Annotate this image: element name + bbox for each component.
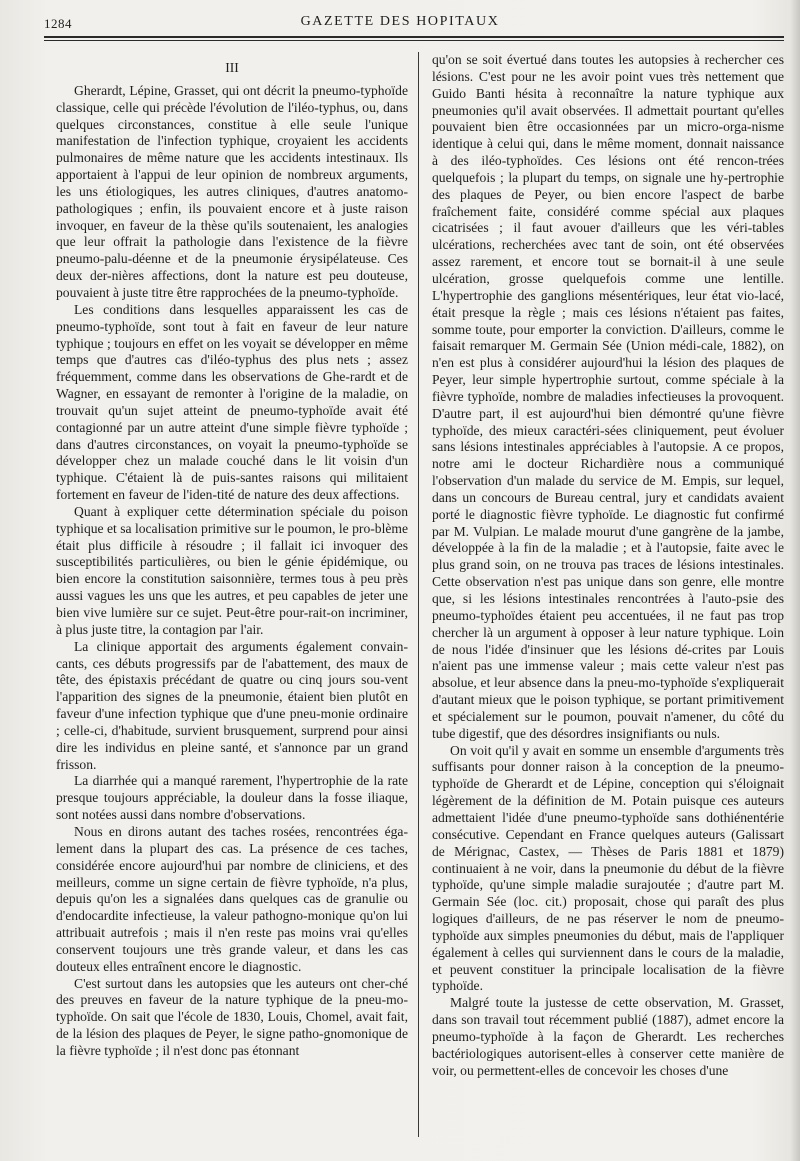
paragraph: qu'on se soit évertué dans toutes les autopsies à rechercher ces lésions. C'est pour ne les avoir point vues très nettement que Guido Banti hésita à reconnaître la nature typhique aux pneumonies qu'il avait observées. Il admettait pourtant qu'elles pouvaient bien être occasionnées par un micro-orga-nisme identique à celui qui, dans le même moment, donnait naissance à des iléo-typhoïdes. Ces lésions ont été rencon-trées quelquefois ; la plupart du temps, on signale une hy-pertrophie des plaques de Peyer, ou bien encore l'aspect de barbe fraîchement faite, considéré comme spécial aux plaques cicatrisées ; il faut avouer d'ailleurs que les véri-tables ulcérations, recherchées avec tant de soin, ont été observées assez rarement, et encore tout se bornait-il à une seule ulcération, grosse quelquefois comme une lentille. L'hypertrophie des ganglions mésentériques, leur état vio-lacé, était presque la règle ; mais ces lésions n'étaient pas faites, somme toute, pour emporter la conviction. D'ailleurs, comme le faisait remarquer M. Germain Sée (Union médi-cale, 1882), on n'en est plus à considérer aujourd'hui la lésion des plaques de Peyer, leur simple hypertrophie surtout, comme spéciale à la fièvre typhoïde, nombre de maladies infectieuses la provoquent. D'autre part, il est aujourd'hui bien démontré qu'une fièvre typhoïde, des mieux caractéri-sées cliniquement, peut évoluer sans lésions intestinales appréciables à l'autopsie. A ce propos, notre ami le docteur Richardière nous a communiqué l'observation d'un malade du service de M. Empis, sur lequel, dans un concours de Bureau central, jury et candidats avaient porté le diagnostic fièvre typhoïde. Le diagnostic fut confirmé par M. Vulpian. Le malade mourut d'une gangrène de la jambe, développée à la fin de la maladie ; et à l'autopsie, faite avec le plus grand soin, on ne trouva pas traces de lésions intestinales. Cette observation n'est pas unique dans son genre, elle montre que, si les lésions intestinales rencontrées à l'auto-psie des pneumo-typhoïdes étaient peu accentuées, il ne faut pas trop chercher là un argument à opposer à leur nature typhique. Loin de nous l'idée d'insinuer que les lésions dé-crites par Louis n'aient pas une immense valeur ; mais cette valeur n'est pas absolue, et leur absence dans la pneu-mo-typhoïde s'expliquerait d'autant mieux que le poison typhique, se portant primitivement et spécialement sur le poumon, pouvait n'amener, du côté du tube digestif, que des désordres insignifiants ou nuls. (432, 52, 784, 741)
paragraph: La clinique apportait des arguments également convain-cants, ces débuts progressifs par de l'abattement, des maux de tête, des épistaxis précédant de quatre ou cinq jours sou-vent l'apparition des signes de la pneumonie, étaient bien plutôt en faveur d'une infection typhique que d'une pneu-monie ordinaire ; celle-ci, d'habitude, survient brusquement, surprend pour ainsi dire les individus en pleine santé, et s'annonce par un grand frisson. (56, 638, 408, 772)
paragraph: Nous en dirons autant des taches rosées, rencontrées éga-lement dans la plupart des cas. La présence de ces taches, considérée encore aujourd'hui par nombre de cliniciens, et des meilleurs, comme un signe certain de fièvre typhoïde, n'a plus, depuis qu'on les a signalées dans quelques cas de granulie ou d'endocardite infectieuse, la valeur pathogno-monique qu'on lui attribuait autrefois ; mais il n'en reste pas moins vrai qu'elles conservent toujours une très grande valeur, et dans les cas douteux elles entraînent encore le diagnostic. (56, 823, 408, 974)
page-edge-shadow (790, 0, 800, 1161)
paragraph: Quant à expliquer cette détermination spéciale du poison typhique et sa localisation primitive sur le poumon, le pro-blème était plus difficile à résoudre ; il fallait ici invoquer des susceptibilités particulières, ou bien le génie épidémique, ou bien encore la constitution saisonnière, termes tous à peu près aussi vagues les uns que les autres, et peu capables de jeter une bien vive lumière sur ce sujet. Peut-être pour-rait-on incriminer, à plus juste titre, la contagion par l'air. (56, 503, 408, 637)
paragraph: Malgré toute la justesse de cette observation, M. Grasset, dans son travail tout récemment publié (1887), admet encore la pneumo-typhoïde à la façon de Gherardt. Les recherches bactériologiques autorisent-elles à conserver cette manière de voir, ou permettent-elles de concevoir les choses d'une (432, 995, 784, 1078)
right-column (432, 52, 784, 1079)
header-rule-thin (44, 40, 784, 41)
paragraph: C'est surtout dans les autopsies que les auteurs ont cher-ché des preuves en faveur de la nature typhique de la pneu-mo-typhoïde. On sait que l'école de 1830, Louis, Chomel, avait fait, de la lésion des plaques de Peyer, le signe patho-gnomonique de la fièvre typhoïde ; il n'est donc pas étonnant (56, 975, 408, 1058)
header-rule-thick (44, 36, 784, 38)
paragraph: Les conditions dans lesquelles apparaissent les cas de pneumo-typhoïde, sont tout à fait en faveur de leur nature typhique ; toujours en effet on les voyait se développer en même temps que d'autres cas d'iléo-typhus des plus nets ; assez fréquemment, comme dans les observations de Ghe-rardt et de Wagner, en essayant de remonter à l'origine de la maladie, on trouvait qu'un sujet atteint de pneumo-typhoïde avait été contagionné par un autre atteint d'une simple fièvre typhoïde ; dans d'autres circonstances, on voyait la pneumo-typhoïde se développer chez un malade couché dans le lit voisin d'un typhique. C'étaient là de puis-santes raisons qui militaient fortement en faveur de l'iden-tité de nature des deux affections. (56, 301, 408, 503)
paragraph: Gherardt, Lépine, Grasset, qui ont décrit la pneumo-typhoïde classique, celle qui précède l'évolution de l'iléo-typhus, ou, dans quelques circonstances, constitue à elle seule l'unique manifestation de l'infection typhique, croyaient les accidents pulmonaires de même nature que les accidents intestinaux. Ils apportaient à l'appui de leur opinion de nombreux arguments, les uns étiologiques, les autres cliniques, d'autres anatomo-pathologiques ; enfin, ils pouvaient encore et à juste raison invoquer, en faveur de la thèse qu'ils soutenaient, les analogies que leur offrait la pathologie dans l'existence de la fièvre pneumo-palu-déenne et de la pneumonie érysipélateuse. Ces deux der-nières affections, dont la nature est peu douteuse, pouvaient à juste titre être rapprochées de la pneumo-typhoïde. (56, 82, 408, 300)
page-number: 1284 (44, 16, 72, 31)
left-column (56, 52, 408, 1060)
running-title: GAZETTE DES HOPITAUX (300, 14, 500, 29)
section-numeral: III (225, 60, 239, 75)
paragraph: La diarrhée qui a manqué rarement, l'hypertrophie de la rate presque toujours appréciable, la douleur dans la fosse iliaque, sont notées aussi dans nombre d'observations. (56, 773, 408, 823)
paragraph: On voit qu'il y avait en somme un ensemble d'arguments très suffisants pour donner raison à la conception de la pneumo-typhoïde de Gherardt et de Lépine, conception qui s'éloignait légèrement de la définition de M. Potain puisque ces auteurs admettaient l'idée d'une pneumo-typhoïde sans dothiénentérie consécutive. Cependant en France quelques auteurs (Galissart de Mérignac, Castex, — Thèses de Paris 1881 et 1879) continuaient à ne voir, dans la pneumonie du début de la fièvre typhoïde, qu'une simple maladie surajoutée ; d'autre part M. Germain Sée (loc. cit.) proposait, chose qui paraît des plus logiques d'ailleurs, de ne pas réserver le nom de pneumo-typhoïde aux simples pneumonies du début, mais de l'appliquer également à celles qui surviennent dans le cours de la maladie, et peuvent constituer la principale localisation de la fièvre typhoïde. (432, 742, 784, 994)
column-divider (418, 52, 419, 1137)
